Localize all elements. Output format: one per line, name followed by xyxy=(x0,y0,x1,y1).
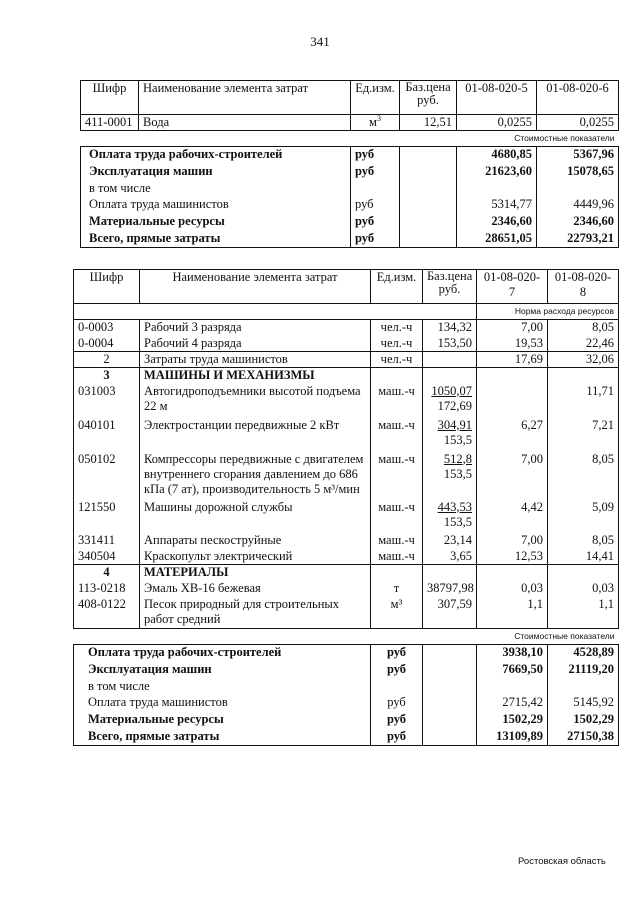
row-v1: 17,69 xyxy=(477,352,548,368)
row-v2: 32,06 xyxy=(548,352,619,368)
row-v1: 4,42 xyxy=(477,500,548,533)
footer-region: Ростовская область xyxy=(518,856,606,867)
row-price: 12,51 xyxy=(400,115,457,131)
summary-name: Оплата труда машинистов xyxy=(74,695,371,712)
row-name: Вода xyxy=(139,115,351,131)
row-code: 408-0122 xyxy=(74,597,140,629)
summary-name: в том числе xyxy=(74,679,371,695)
row-code: 040101 xyxy=(74,418,140,452)
row-v1: 0,03 xyxy=(477,581,548,597)
summary-v2: 4449,96 xyxy=(537,197,619,214)
row-name: Эмаль ХВ-16 бежевая xyxy=(144,580,261,595)
row-price: 153,50 xyxy=(423,336,477,352)
header-name: Наименование элемента затрат xyxy=(140,270,371,304)
summary-v2: 2346,60 xyxy=(537,214,619,231)
row-v1: 7,00 xyxy=(477,320,548,336)
row-v2: 0,0255 xyxy=(537,115,619,131)
summary-v1: 2715,42 xyxy=(477,695,548,712)
row-v1: 19,53 xyxy=(477,336,548,352)
summary-name: Материальные ресурсы xyxy=(74,712,371,729)
row-v2: 8,05 xyxy=(548,320,619,336)
row-v1: 7,00 xyxy=(477,452,548,500)
summary-v1: 13109,89 xyxy=(477,729,548,746)
header-col1: 01-08-020-7 xyxy=(477,270,548,304)
row-name: Рабочий 3 разряда xyxy=(144,320,242,334)
header-col1: 01-08-020-5 xyxy=(457,81,537,115)
summary-name: Всего, прямые затраты xyxy=(74,729,371,746)
row-v1 xyxy=(477,384,548,418)
summary-name: Эксплуатация машин xyxy=(81,164,351,181)
summary-unit: руб xyxy=(351,231,400,248)
summary-unit: руб xyxy=(351,197,400,214)
row-unit: м³ xyxy=(371,597,423,629)
section-title: МАТЕРИАЛЫ xyxy=(144,565,229,579)
header-unit: Ед.изм. xyxy=(351,81,400,115)
summary-v2: 22793,21 xyxy=(537,231,619,248)
summary-unit: руб xyxy=(371,662,423,679)
section-title: МАШИНЫ И МЕХАНИЗМЫ xyxy=(144,368,315,382)
row-code: 031003 xyxy=(74,384,140,418)
summary-v2: 5367,96 xyxy=(537,147,619,164)
row-unit: $м^3$ xyxy=(351,115,400,131)
row-price xyxy=(423,352,477,368)
row-price: 304,91 153,5 xyxy=(423,418,477,452)
summary-v2: 4528,89 xyxy=(548,645,619,662)
row-price: 1050,07 172,69 xyxy=(423,384,477,418)
row-code: 050102 xyxy=(74,452,140,500)
row-unit: чел.-ч xyxy=(371,352,423,368)
row-v2: 8,05 xyxy=(548,452,619,500)
subheader-norm: Норма расхода ресурсов xyxy=(477,304,619,320)
row-v2: 11,71 xyxy=(548,384,619,418)
header-code: Шифр xyxy=(81,81,139,115)
row-code: 113-0218 xyxy=(74,581,140,597)
header-name: Наименование элемента затрат xyxy=(139,81,351,115)
row-price: 307,59 xyxy=(423,597,477,629)
row-code: 2 xyxy=(74,352,140,368)
row-code: 411-0001 xyxy=(81,115,139,131)
summary-v1: 5314,77 xyxy=(457,197,537,214)
summary-v1: 4680,85 xyxy=(457,147,537,164)
row-unit: чел.-ч xyxy=(371,320,423,336)
row-v2: 7,21 xyxy=(548,418,619,452)
row-code: 340504 xyxy=(74,549,140,565)
row-v2: 5,09 xyxy=(548,500,619,533)
row-v2: 22,46 xyxy=(548,336,619,352)
row-v1: 12,53 xyxy=(477,549,548,565)
summary-v1: 28651,05 xyxy=(457,231,537,248)
row-name: Аппараты пескоструйные xyxy=(144,532,282,547)
summary-v1: 21623,60 xyxy=(457,164,537,181)
header-code: Шифр xyxy=(74,270,140,304)
row-unit: маш.-ч xyxy=(371,533,423,549)
row-code: 0-0003 xyxy=(74,320,140,336)
subheader-cost: Стоимостные показатели xyxy=(514,631,615,641)
summary-unit: руб xyxy=(351,147,400,164)
row-price: 134,32 xyxy=(423,320,477,336)
row-name: Автогидроподъемники высотой подъема 22 м xyxy=(144,383,361,413)
row-price: 443,53 153,5 xyxy=(423,500,477,533)
summary-name: Всего, прямые затраты xyxy=(81,231,351,248)
summary-name: в том числе xyxy=(81,181,351,197)
row-v1: 7,00 xyxy=(477,533,548,549)
summary-v1: 3938,10 xyxy=(477,645,548,662)
summary-unit: руб xyxy=(351,214,400,231)
summary-v2: 1502,29 xyxy=(548,712,619,729)
header-price: Баз.цена руб. xyxy=(400,81,457,115)
summary-v1: 1502,29 xyxy=(477,712,548,729)
summary-v1: 2346,60 xyxy=(457,214,537,231)
summary-v2: 21119,20 xyxy=(548,662,619,679)
page-number: 341 xyxy=(310,34,330,49)
summary-name: Оплата труда рабочих-строителей xyxy=(81,147,351,164)
row-unit: маш.-ч xyxy=(371,500,423,533)
row-name: Краскопульт электрический xyxy=(140,549,371,565)
row-price: 3,65 xyxy=(423,549,477,565)
row-v2: 8,05 xyxy=(548,533,619,549)
summary-unit: руб xyxy=(371,645,423,662)
summary-unit: руб xyxy=(371,712,423,729)
summary-unit: руб xyxy=(371,695,423,712)
row-price: 512,8 153,5 xyxy=(423,452,477,500)
row-price: 38797,98 xyxy=(423,581,477,597)
row-v2: 14,41 xyxy=(548,549,619,565)
summary-name: Оплата труда рабочих-строителей xyxy=(74,645,371,662)
row-v2: 0,03 xyxy=(548,581,619,597)
row-unit: маш.-ч xyxy=(371,452,423,500)
summary-name: Материальные ресурсы xyxy=(81,214,351,231)
row-name: Машины дорожной службы xyxy=(144,499,293,514)
cost-table-2 xyxy=(73,269,619,746)
summary-v2: 27150,38 xyxy=(548,729,619,746)
row-name: Песок природный для строительных работ средний xyxy=(140,597,371,629)
row-v1: 1,1 xyxy=(477,597,548,629)
row-code: 0-0004 xyxy=(74,336,140,352)
row-code: 331411 xyxy=(74,533,140,549)
summary-unit: руб xyxy=(371,729,423,746)
summary-name: Оплата труда машинистов xyxy=(81,197,351,214)
cost-table-1 xyxy=(80,80,619,248)
header-col2: 01-08-020-8 xyxy=(548,270,619,304)
subheader-cost: Стоимостные показатели xyxy=(514,133,615,143)
summary-v1: 7669,50 xyxy=(477,662,548,679)
summary-v2: 15078,65 xyxy=(537,164,619,181)
summary-v2: 5145,92 xyxy=(548,695,619,712)
row-name: Затраты труда машинистов xyxy=(140,352,371,368)
row-unit: маш.-ч xyxy=(371,418,423,452)
row-name: Электростанции передвижные 2 кВт xyxy=(144,417,340,432)
row-unit: чел.-ч xyxy=(371,336,423,352)
section-code: 3 xyxy=(74,368,140,384)
row-unit: т xyxy=(371,581,423,597)
row-v1: 6,27 xyxy=(477,418,548,452)
header-unit: Ед.изм. xyxy=(371,270,423,304)
row-name: Компрессоры передвижные с двигателем внутреннего сгорания давлением до 686 кПа (7 ат), производительность 5 м³/мин xyxy=(144,451,364,496)
summary-name: Эксплуатация машин xyxy=(74,662,371,679)
header-col2: 01-08-020-6 xyxy=(537,81,619,115)
row-unit: маш.-ч xyxy=(371,549,423,565)
row-code: 121550 xyxy=(74,500,140,533)
row-price: 23,14 xyxy=(423,533,477,549)
row-name: Рабочий 4 разряда xyxy=(140,336,371,352)
header-price: Баз.цена руб. xyxy=(423,270,477,304)
row-unit: маш.-ч xyxy=(371,384,423,418)
row-v1: 0,0255 xyxy=(457,115,537,131)
section-code: 4 xyxy=(74,565,140,581)
summary-unit: руб xyxy=(351,164,400,181)
row-v2: 1,1 xyxy=(548,597,619,629)
